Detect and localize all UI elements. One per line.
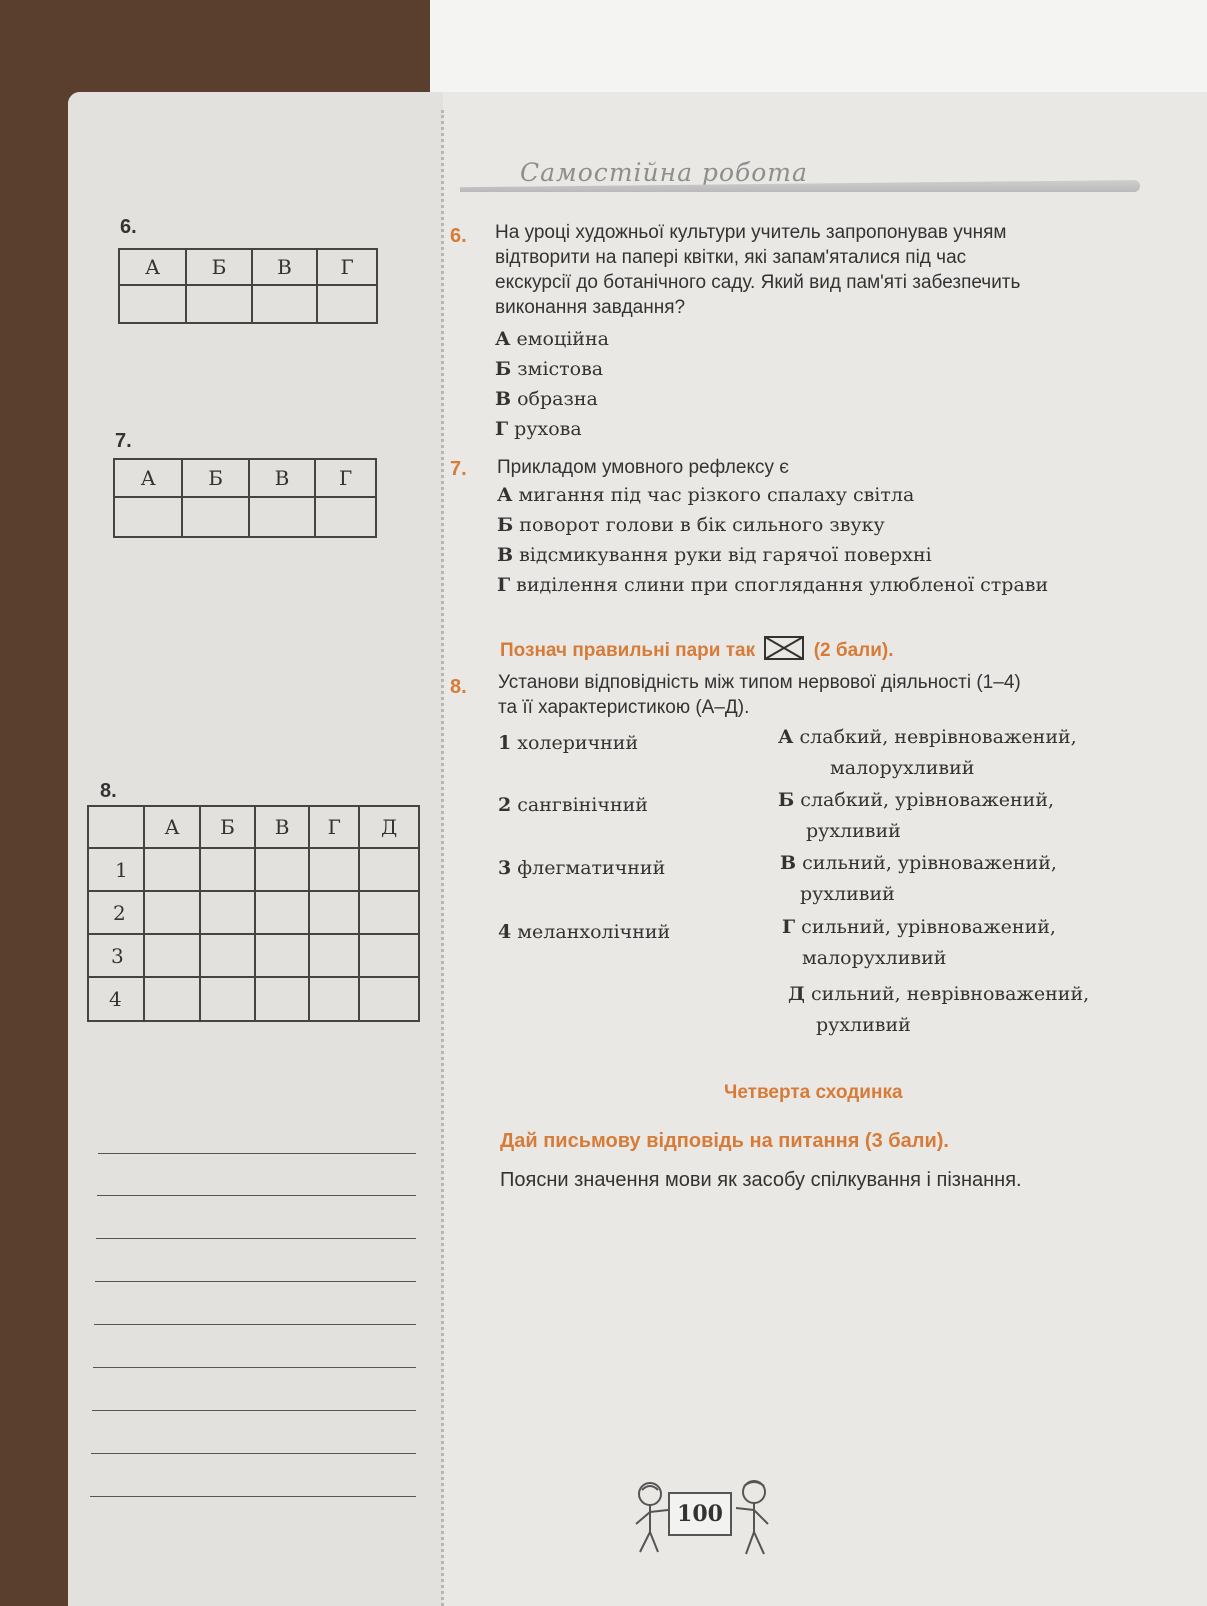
written-answer-instruction: Дай письмову відповідь на питання (3 бали). — [500, 1130, 949, 1152]
grid8-row-header: 3 — [88, 934, 144, 977]
match-left-item: 1 холеричний — [498, 732, 639, 754]
match-left-item: 3 флегматичний — [498, 857, 666, 879]
written-task: Поясни значення мови як засобу спілкування і пізнання. — [500, 1169, 1022, 1191]
question-6-line: відтворити на папері квітки, які запам'яталися під час — [495, 247, 967, 268]
answer-line[interactable] — [96, 1238, 416, 1239]
crossed-box-icon — [764, 636, 804, 660]
grid7-header: А — [114, 459, 182, 497]
grid7-header: В — [249, 459, 315, 497]
option-v: В образна — [495, 388, 598, 410]
grid8-cell[interactable] — [200, 891, 255, 934]
grid8-cell[interactable] — [144, 891, 200, 934]
grid8-cell[interactable] — [359, 977, 419, 1021]
grid8-row-header: 4 — [88, 977, 144, 1021]
grid7-cell[interactable] — [114, 497, 182, 537]
answer-line[interactable] — [94, 1324, 416, 1325]
grid8-cell[interactable] — [309, 934, 359, 977]
answer-grid-8 — [87, 805, 420, 1022]
answer-line[interactable] — [98, 1153, 416, 1154]
answer-grid-7 — [113, 458, 377, 538]
grid6-cell[interactable] — [252, 285, 317, 323]
question-8-line: Установи відповідність між типом нервової діяльності (1–4) — [498, 672, 1021, 693]
grid8-cell[interactable] — [255, 934, 310, 977]
grid7-header: Г — [315, 459, 376, 497]
answer-line[interactable] — [92, 1410, 416, 1411]
option-v: В відсмикування руки від гарячої поверхні — [497, 544, 932, 566]
answer-line[interactable] — [91, 1453, 416, 1454]
grid8-cell[interactable] — [309, 848, 359, 891]
grid6-cell[interactable] — [317, 285, 377, 323]
grid6-header: Б — [186, 249, 251, 285]
grid8-col-header: Г — [309, 806, 359, 848]
answer-grid-6 — [118, 248, 378, 324]
grid6-cell[interactable] — [119, 285, 186, 323]
match-right-item: Д сильний, неврівноважений, рухливий — [788, 983, 1090, 1036]
grid7-cell[interactable] — [182, 497, 248, 537]
grid8-col-header: А — [144, 806, 200, 848]
grid7-header: Б — [182, 459, 248, 497]
grid6-header: А — [119, 249, 186, 285]
grid6-header: Г — [317, 249, 377, 285]
answer-line[interactable] — [90, 1496, 416, 1497]
match-left-item: 2 сангвінічний — [498, 794, 648, 816]
grid7-cell[interactable] — [315, 497, 376, 537]
grid8-cell[interactable] — [309, 891, 359, 934]
grid8-col-header: Д — [359, 806, 419, 848]
grid8-corner — [88, 806, 144, 848]
grid8-cell[interactable] — [255, 977, 310, 1021]
question-number-8: 8. — [450, 676, 467, 698]
grid8-cell[interactable] — [359, 934, 419, 977]
grid8-cell[interactable] — [144, 977, 200, 1021]
grid8-cell[interactable] — [255, 891, 310, 934]
answer-line[interactable] — [93, 1367, 416, 1368]
option-a: А мигання під час різкого спалаху світла — [497, 484, 915, 506]
question-6-line: На уроці художньої культури учитель запропонував учням — [495, 222, 1007, 243]
option-g: Г рухова — [495, 418, 582, 440]
answer-label-6: 6. — [120, 216, 137, 238]
grid8-cell[interactable] — [255, 848, 310, 891]
match-right-item: Г сильний, урівноважений, малорухливий — [782, 916, 1056, 969]
option-g: Г виділення слини при споглядання улюбленої страви — [497, 574, 1049, 596]
question-8-line: та її характеристикою (А–Д). — [498, 697, 750, 718]
option-b: Б змістова — [495, 358, 604, 380]
grid8-col-header: В — [255, 806, 310, 848]
question-number-7: 7. — [450, 458, 467, 480]
grid8-cell[interactable] — [309, 977, 359, 1021]
child-figure-icon — [732, 1478, 776, 1565]
question-number-6: 6. — [450, 225, 467, 247]
question-6 — [495, 220, 1145, 444]
match-left-item: 4 меланхолічний — [498, 921, 671, 943]
grid8-cell[interactable] — [144, 934, 200, 977]
grid6-header: В — [252, 249, 317, 285]
grid8-col-header: Б — [200, 806, 255, 848]
pairs-instruction: Познач правильні пари так (2 бали). — [500, 636, 894, 662]
question-6-line: виконання завдання? — [495, 297, 686, 318]
option-b: Б поворот голови в бік сильного звуку — [497, 514, 885, 536]
match-right-item: А слабкий, неврівноважений, малорухливий — [778, 726, 1077, 779]
option-a: А емоційна — [495, 328, 609, 350]
match-right-item: В сильний, урівноважений, рухливий — [780, 852, 1057, 905]
grid6-cell[interactable] — [186, 285, 251, 323]
question-8 — [498, 670, 1168, 720]
grid8-cell[interactable] — [144, 848, 200, 891]
grid8-cell[interactable] — [200, 848, 255, 891]
grid8-row-header: 2 — [88, 891, 144, 934]
grid8-cell[interactable] — [359, 848, 419, 891]
grid8-cell[interactable] — [359, 891, 419, 934]
answer-line[interactable] — [95, 1281, 416, 1282]
page-number: 100 — [668, 1492, 732, 1536]
question-6-line: екскурсії до ботанічного саду. Який вид пам'яті забезпечить — [495, 272, 1021, 293]
answer-label-7: 7. — [115, 430, 132, 452]
page-header-title: Самостійна робота — [520, 158, 808, 187]
child-figure-icon — [628, 1480, 672, 1565]
grid8-row-header: 1 — [88, 848, 144, 891]
grid7-cell[interactable] — [249, 497, 315, 537]
answer-line[interactable] — [97, 1195, 416, 1196]
section-title: Четверта сходинка — [724, 1082, 903, 1103]
answer-label-8: 8. — [100, 780, 117, 802]
grid8-cell[interactable] — [200, 977, 255, 1021]
match-right-item: Б слабкий, урівноважений, рухливий — [778, 789, 1055, 842]
grid8-cell[interactable] — [200, 934, 255, 977]
page-gutter — [441, 110, 444, 1606]
question-7-text: Прикладом умовного рефлексу є — [497, 457, 789, 478]
question-7 — [497, 455, 1157, 600]
